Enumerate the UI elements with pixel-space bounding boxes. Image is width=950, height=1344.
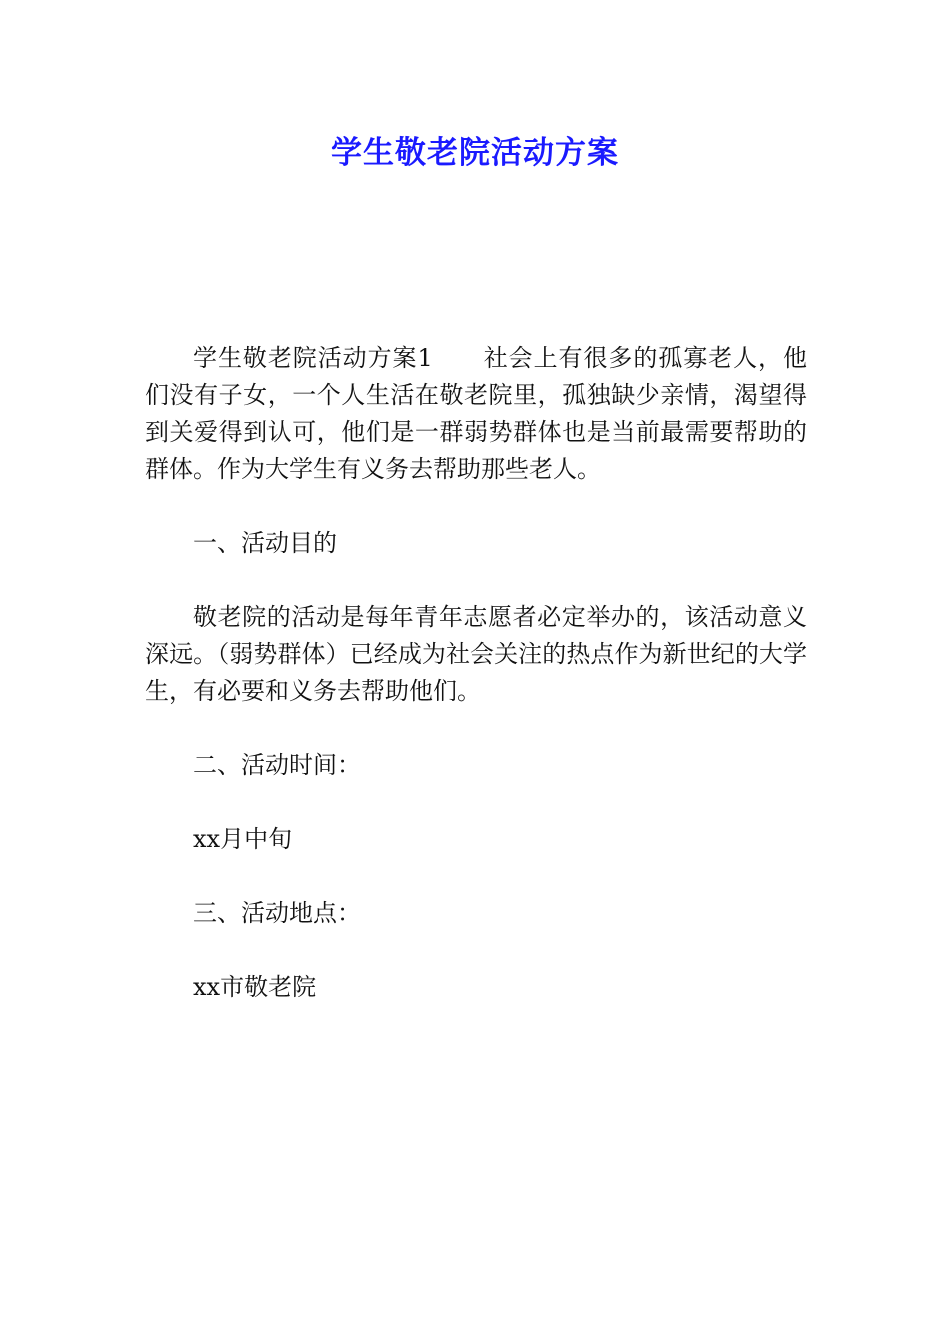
location-value: xx市敬老院 [193,973,317,1001]
intro-heading: 学生敬老院活动方案1 [193,344,433,372]
section-heading-time: 二、活动时间： [193,751,361,779]
document-body [145,340,807,1043]
document-title: 学生敬老院活动方案 [331,135,619,171]
intro-text: 社会上有很多的孤寡老人，他们没有子女，一个人生活在敬老院里，孤独缺少亲情，渴望得到关爱得到认可，他们是一群弱势群体也是当前最需要帮助的群体。作为大学生有义务去帮助那些老人。 [145,344,807,483]
section-heading-purpose: 一、活动目的 [193,529,337,557]
time-value: xx月中旬 [193,825,293,853]
purpose-paragraph: 敬老院的活动是每年青年志愿者必定举办的，该活动意义深远。（弱势群体）已经成为社会关注的热点作为新世纪的大学生，有必要和义务去帮助他们。 [145,603,807,705]
section-heading-location: 三、活动地点： [193,899,361,927]
intro-paragraph [145,340,807,488]
